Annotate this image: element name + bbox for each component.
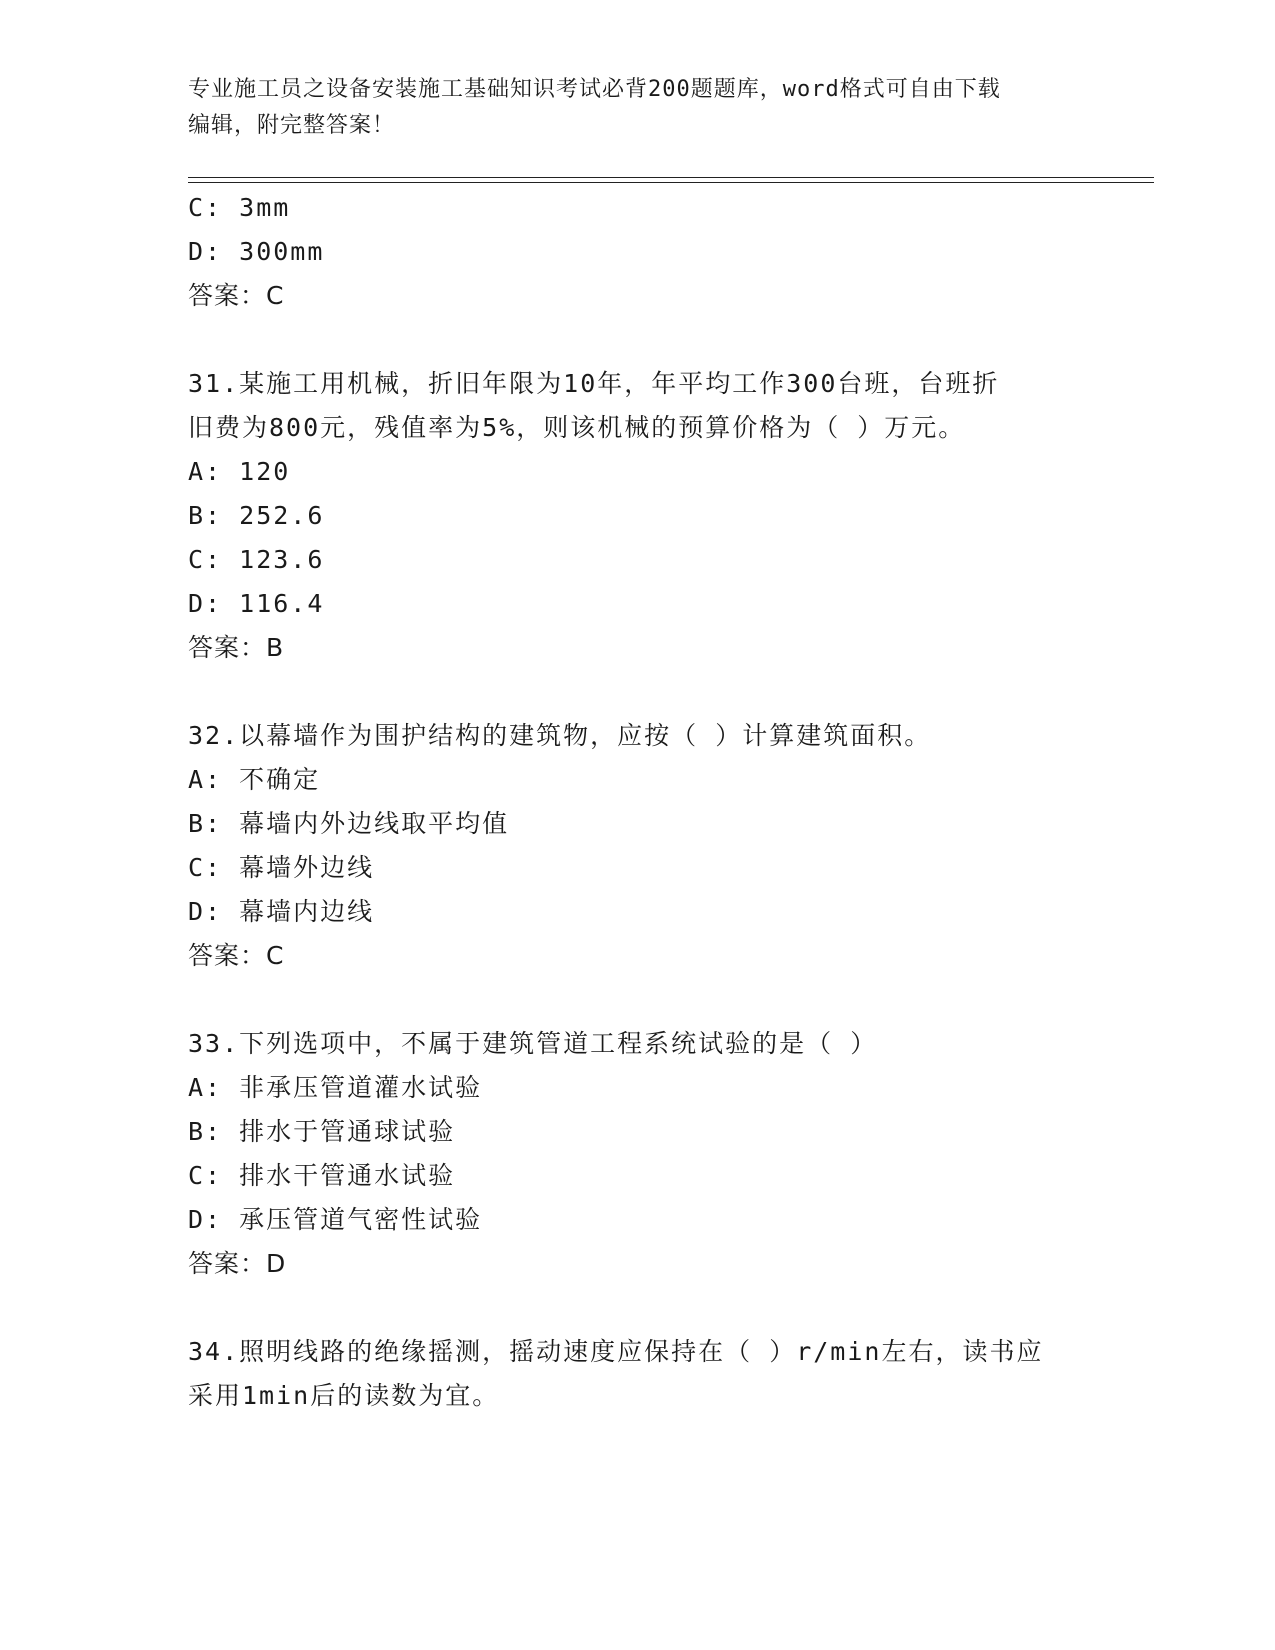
q32-option-d: D: 幕墙内边线 — [188, 897, 375, 926]
q32-option-c: C: 幕墙外边线 — [188, 853, 375, 882]
header-title-line-2: 编辑，附完整答案！ — [188, 113, 396, 138]
q33-option-b: B: 排水于管通球试验 — [188, 1117, 456, 1146]
q33-option-c: C: 排水干管通水试验 — [188, 1161, 456, 1190]
header-title-line-1: 专业施工员之设备安装施工基础知识考试必背200题题库，word格式可自由下载 — [188, 77, 1001, 102]
q34-stem-line-2: 采用1min后的读数为宜。 — [188, 1381, 500, 1410]
q30-answer: 答案：C — [188, 281, 285, 310]
q32-answer: 答案：C — [188, 941, 285, 970]
q33-stem-line-1: 33.下列选项中，不属于建筑管道工程系统试验的是（ ） — [188, 1029, 878, 1058]
q31-stem-line-1: 31.某施工用机械，折旧年限为10年，年平均工作300台班，台班折 — [188, 369, 1000, 398]
header-divider-bottom — [188, 182, 1154, 183]
q33-option-a: A: 非承压管道灌水试验 — [188, 1073, 483, 1102]
document-header — [188, 72, 1088, 144]
q33-answer: 答案：D — [188, 1249, 287, 1278]
q34-stem-line-1: 34.照明线路的绝缘摇测，摇动速度应保持在（ ）r/min左右，读书应 — [188, 1337, 1044, 1366]
q31-stem-line-2: 旧费为800元，残值率为5%，则该机械的预算价格为（ ）万元。 — [188, 413, 966, 442]
q32-option-b: B: 幕墙内外边线取平均值 — [188, 809, 510, 838]
q32-option-a: A: 不确定 — [188, 765, 321, 794]
q31-option-d: D: 116.4 — [188, 589, 325, 618]
q31-answer: 答案：B — [188, 633, 285, 662]
q31-option-c: C: 123.6 — [188, 545, 325, 574]
q30-option-d: D: 300mm — [188, 237, 325, 266]
q31-option-b: B: 252.6 — [188, 501, 325, 530]
q33-option-d: D: 承压管道气密性试验 — [188, 1205, 483, 1234]
q31-option-a: A: 120 — [188, 457, 291, 486]
q30-option-c: C: 3mm — [188, 193, 291, 222]
header-divider-top — [188, 177, 1154, 178]
q32-stem-line-1: 32.以幕墙作为围护结构的建筑物，应按（ ）计算建筑面积。 — [188, 721, 932, 750]
